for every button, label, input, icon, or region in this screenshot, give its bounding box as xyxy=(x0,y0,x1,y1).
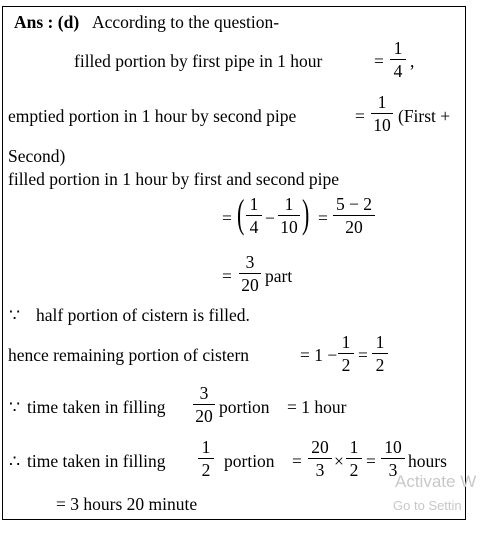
line7-portion: portion xyxy=(219,397,270,417)
line7-fraction xyxy=(193,384,215,426)
fraction-numerator: 10 xyxy=(384,437,402,457)
fraction-numerator: 1 xyxy=(201,437,211,457)
fraction-bar xyxy=(381,458,405,459)
line3-fraction-a xyxy=(246,195,262,237)
line6-fraction-a xyxy=(338,333,354,375)
line1-tail: , xyxy=(410,51,415,71)
fraction-numerator: 20 xyxy=(311,437,329,457)
line8-equals-2: = xyxy=(366,451,376,471)
line6-equals: = xyxy=(358,345,368,365)
fraction-denominator: 10 xyxy=(280,217,298,237)
fraction-denominator: 4 xyxy=(393,61,403,81)
answer-label: Ans : (d) xyxy=(14,12,80,32)
because-symbol: ∵ xyxy=(9,397,21,417)
fraction-numerator: 1 xyxy=(249,194,259,214)
minus-sign: − xyxy=(265,208,275,228)
line1-equals: = xyxy=(374,51,384,71)
fraction-denominator: 3 xyxy=(388,460,398,480)
line2-equals: = xyxy=(355,106,365,126)
fraction-bar xyxy=(246,215,262,216)
fraction-numerator: 1 xyxy=(349,437,359,457)
line5-text: half portion of cistern is filled. xyxy=(36,305,250,325)
line7-result: = 1 hour xyxy=(287,397,347,417)
fraction-bar xyxy=(390,59,406,60)
line8-text: time taken in filling xyxy=(27,451,166,471)
fraction-denominator: 20 xyxy=(345,217,363,237)
therefore-symbol: ∴ xyxy=(9,451,21,471)
fraction-denominator: 3 xyxy=(315,460,325,480)
fraction-bar xyxy=(371,113,393,114)
fraction-numerator: 1 xyxy=(393,38,403,58)
line8-fraction xyxy=(198,438,214,480)
line2-text: emptied portion in 1 hour by second pipe xyxy=(8,106,297,126)
line1-fraction xyxy=(390,39,406,81)
fraction-denominator: 2 xyxy=(375,355,385,375)
line3-fraction-c xyxy=(333,195,375,237)
line8-fraction-b xyxy=(346,438,362,480)
line8-portion: portion xyxy=(224,451,275,471)
line4-fraction xyxy=(239,253,261,295)
fraction-bar xyxy=(193,404,215,405)
answer-intro: According to the question- xyxy=(92,12,280,32)
fraction-bar xyxy=(338,353,354,354)
fraction-denominator: 4 xyxy=(249,217,259,237)
times-sign: × xyxy=(334,451,344,471)
fraction-denominator: 10 xyxy=(373,115,391,135)
line6-fraction-b xyxy=(372,333,388,375)
line4-equals: = xyxy=(222,266,232,286)
line3-fraction-b xyxy=(278,195,300,237)
line3-equals-2: = xyxy=(318,208,328,228)
line8-fraction-a xyxy=(308,438,332,480)
line6-text: hence remaining portion of cistern xyxy=(8,345,250,365)
line2-fraction xyxy=(371,93,393,135)
fraction-numerator: 1 xyxy=(341,332,351,352)
line6-expression: = 1 − xyxy=(300,345,338,365)
line8-unit: hours xyxy=(408,451,447,471)
fraction-bar xyxy=(346,458,362,459)
fraction-numerator: 1 xyxy=(375,332,385,352)
fraction-denominator: 20 xyxy=(195,406,213,426)
fraction-denominator: 2 xyxy=(341,355,351,375)
fraction-bar xyxy=(372,353,388,354)
fraction-bar xyxy=(278,215,300,216)
line4-suffix: part xyxy=(265,266,293,286)
fraction-bar xyxy=(198,458,214,459)
line3-equals: = xyxy=(222,208,232,228)
fraction-numerator: 1 xyxy=(284,194,294,214)
line2-tail-continued: Second) xyxy=(8,146,66,166)
fraction-bar xyxy=(308,458,332,459)
line1-text: filled portion by first pipe in 1 hour xyxy=(74,51,323,71)
line2-tail: (First + xyxy=(398,106,451,126)
fraction-numerator: 5 − 2 xyxy=(335,194,373,214)
because-symbol: ∵ xyxy=(9,305,21,325)
fraction-bar xyxy=(239,273,261,274)
line3-text: filled portion in 1 hour by first and second pipe xyxy=(8,169,339,189)
final-answer: = 3 hours 20 minute xyxy=(56,494,198,514)
watermark-activate: Activate W xyxy=(395,472,477,491)
fraction-denominator: 2 xyxy=(349,460,359,480)
fraction-denominator: 20 xyxy=(241,275,259,295)
close-paren: ) xyxy=(302,191,310,236)
line8-equals: = xyxy=(292,451,302,471)
open-paren: ( xyxy=(237,191,245,236)
fraction-numerator: 3 xyxy=(199,383,209,403)
fraction-numerator: 3 xyxy=(245,252,255,272)
fraction-numerator: 1 xyxy=(377,92,387,112)
watermark-settings: Go to Settin xyxy=(393,498,462,513)
line7-text: time taken in filling xyxy=(27,397,166,417)
fraction-denominator: 2 xyxy=(201,460,211,480)
fraction-bar xyxy=(333,215,375,216)
